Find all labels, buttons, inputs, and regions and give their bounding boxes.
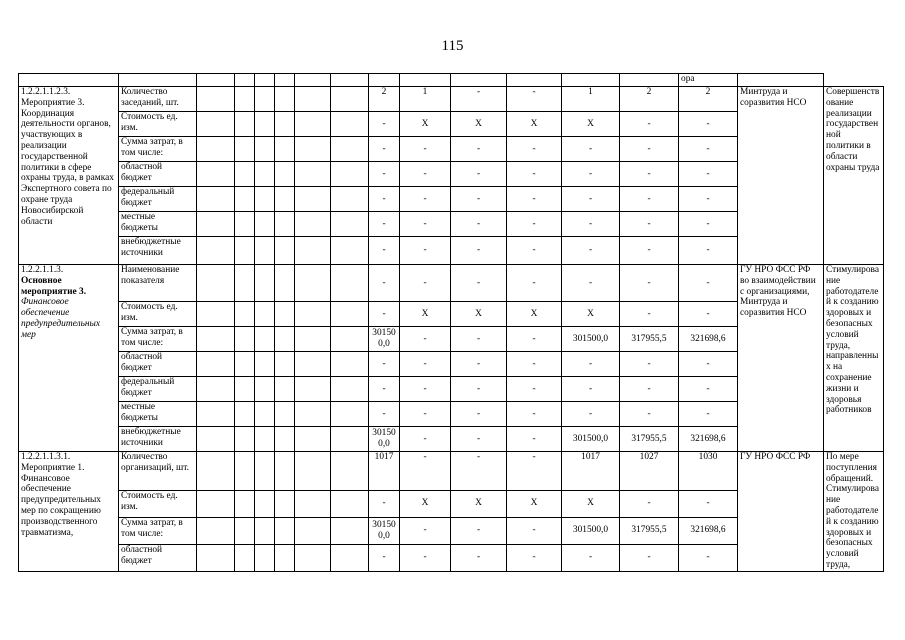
value-cell: 301500,0	[562, 427, 620, 452]
value-cell: 301500,0	[369, 427, 400, 452]
activity-code: 1.2.2.1.1.3.	[21, 265, 64, 275]
empty-cell	[275, 517, 295, 544]
value-cell: -	[679, 137, 738, 162]
value-cell: -	[620, 137, 679, 162]
table-row	[19, 74, 884, 87]
value-cell: -	[451, 544, 507, 571]
value-cell: -	[562, 212, 620, 237]
empty-cell	[295, 517, 331, 544]
value-cell: -	[507, 237, 562, 265]
value-cell: -	[507, 327, 562, 352]
empty-cell	[275, 327, 295, 352]
empty-cell	[235, 402, 255, 427]
empty-cell	[275, 352, 295, 377]
indicator-cell: федеральный бюджет	[119, 187, 197, 212]
value-cell: -	[620, 162, 679, 187]
result-cell: Совершенствование реализации государственной политики в области охраны труда	[824, 87, 884, 265]
empty-cell	[295, 302, 331, 327]
empty-cell	[275, 112, 295, 137]
value-cell: 317955,5	[620, 517, 679, 544]
empty-cell	[295, 402, 331, 427]
indicator-cell: Наименование показателя	[119, 265, 197, 302]
activity-cell	[19, 452, 119, 572]
indicator-cell: Стоимость ед. изм.	[119, 112, 197, 137]
value-cell: -	[451, 427, 507, 452]
value-cell: -	[507, 187, 562, 212]
value-cell: -	[679, 490, 738, 517]
value-cell: -	[400, 427, 451, 452]
value-cell: -	[507, 137, 562, 162]
value-cell: -	[451, 237, 507, 265]
empty-cell	[197, 452, 235, 491]
empty-cell	[197, 327, 235, 352]
value-cell: -	[369, 237, 400, 265]
value-cell: -	[620, 212, 679, 237]
value-cell: -	[562, 402, 620, 427]
table-row	[19, 87, 884, 112]
activity-cell	[19, 87, 119, 265]
empty-cell	[235, 212, 255, 237]
value-cell: -	[369, 352, 400, 377]
value-cell: -	[620, 352, 679, 377]
empty-cell	[235, 427, 255, 452]
empty-cell	[562, 74, 620, 87]
empty-cell	[331, 74, 369, 87]
empty-cell	[275, 137, 295, 162]
value-cell: -	[400, 137, 451, 162]
value-cell: -	[507, 265, 562, 302]
indicator-cell: Сумма затрат, в том числе:	[119, 517, 197, 544]
value-cell: -	[369, 112, 400, 137]
empty-cell	[255, 427, 275, 452]
empty-cell	[255, 452, 275, 491]
empty-cell	[197, 265, 235, 302]
empty-cell	[295, 327, 331, 352]
empty-cell	[255, 302, 275, 327]
empty-cell	[275, 237, 295, 265]
empty-cell	[255, 265, 275, 302]
value-cell: -	[679, 187, 738, 212]
value-cell: -	[400, 162, 451, 187]
activity-title: Мероприятие 3. Координация деятельности органов, участвующих в реализации государственной политики в сфере охраны труда, в рамках Экспертного совета по охране труда Новосибирской области	[21, 97, 114, 227]
empty-cell	[331, 265, 369, 302]
empty-cell	[235, 352, 255, 377]
empty-cell	[235, 237, 255, 265]
value-cell: -	[562, 162, 620, 187]
value-cell: -	[400, 517, 451, 544]
empty-cell	[197, 74, 235, 87]
value-cell: -	[369, 544, 400, 571]
empty-cell	[197, 112, 235, 137]
value-cell: -	[620, 265, 679, 302]
empty-cell	[331, 87, 369, 112]
empty-cell	[331, 212, 369, 237]
value-cell: -	[369, 490, 400, 517]
value-cell: -	[507, 452, 562, 491]
empty-cell	[331, 112, 369, 137]
value-cell: X	[400, 112, 451, 137]
value-cell: -	[400, 377, 451, 402]
empty-cell	[331, 452, 369, 491]
indicator-cell: Сумма затрат, в том числе:	[119, 137, 197, 162]
empty-cell	[197, 544, 235, 571]
value-cell: -	[562, 237, 620, 265]
value-cell: 1	[562, 87, 620, 112]
empty-cell	[197, 137, 235, 162]
value-cell: -	[620, 490, 679, 517]
indicator-cell: Стоимость ед. изм.	[119, 302, 197, 327]
empty-cell	[331, 137, 369, 162]
empty-cell	[295, 377, 331, 402]
empty-cell	[235, 327, 255, 352]
indicator-cell: Количество организаций, шт.	[119, 452, 197, 491]
empty-cell	[620, 74, 679, 87]
value-cell: -	[451, 265, 507, 302]
value-cell: -	[451, 137, 507, 162]
value-cell: -	[451, 162, 507, 187]
empty-cell	[197, 352, 235, 377]
indicator-cell: внебюджетные источники	[119, 237, 197, 265]
empty-cell	[255, 377, 275, 402]
empty-cell	[331, 352, 369, 377]
value-cell: -	[369, 402, 400, 427]
value-cell: X	[507, 490, 562, 517]
value-cell: -	[400, 187, 451, 212]
activity-title-bold: Основное мероприятие 3.	[21, 275, 87, 297]
empty-cell	[255, 137, 275, 162]
empty-cell	[295, 112, 331, 137]
empty-cell	[255, 327, 275, 352]
empty-cell	[331, 402, 369, 427]
empty-cell	[275, 212, 295, 237]
empty-cell	[235, 187, 255, 212]
empty-cell	[255, 112, 275, 137]
empty-cell	[275, 302, 295, 327]
empty-cell	[119, 74, 197, 87]
empty-cell	[197, 302, 235, 327]
value-cell: -	[400, 212, 451, 237]
indicator-cell: областной бюджет	[119, 352, 197, 377]
empty-cell	[255, 74, 275, 87]
empty-cell	[197, 517, 235, 544]
empty-cell	[255, 237, 275, 265]
value-cell: 301500,0	[562, 327, 620, 352]
value-cell: -	[507, 402, 562, 427]
value-cell: -	[400, 402, 451, 427]
value-cell: -	[679, 162, 738, 187]
empty-cell	[275, 452, 295, 491]
value-cell: 321698,6	[679, 427, 738, 452]
empty-cell	[275, 74, 295, 87]
indicator-cell: областной бюджет	[119, 544, 197, 571]
empty-cell	[235, 265, 255, 302]
value-cell: -	[400, 265, 451, 302]
empty-cell	[275, 544, 295, 571]
value-cell: -	[679, 544, 738, 571]
activity-code: 1.2.2.1.1.3.1.	[21, 452, 71, 462]
empty-cell	[275, 490, 295, 517]
value-cell: -	[679, 302, 738, 327]
empty-cell	[295, 162, 331, 187]
value-cell: -	[562, 377, 620, 402]
empty-cell	[235, 87, 255, 112]
value-cell: -	[620, 112, 679, 137]
value-cell: -	[620, 377, 679, 402]
value-cell: -	[620, 187, 679, 212]
activity-title-italic: Финансовое обеспечение предупредительных мер	[21, 297, 101, 340]
responsible-cell: ГУ НРО ФСС РФ	[738, 452, 824, 572]
value-cell: -	[679, 352, 738, 377]
empty-cell	[197, 377, 235, 402]
indicator-cell: Количество заседаний, шт.	[119, 87, 197, 112]
value-cell: X	[562, 302, 620, 327]
empty-cell	[331, 544, 369, 571]
empty-cell	[275, 162, 295, 187]
empty-cell	[331, 517, 369, 544]
value-cell: -	[620, 402, 679, 427]
value-cell: -	[400, 237, 451, 265]
value-cell: -	[620, 544, 679, 571]
indicator-cell: местные бюджеты	[119, 402, 197, 427]
empty-cell	[295, 352, 331, 377]
value-cell: -	[562, 187, 620, 212]
empty-cell	[197, 212, 235, 237]
empty-cell	[331, 427, 369, 452]
empty-cell	[275, 377, 295, 402]
value-cell: X	[507, 112, 562, 137]
value-cell: -	[507, 377, 562, 402]
empty-cell	[255, 544, 275, 571]
value-cell: -	[562, 265, 620, 302]
value-cell: 301500,0	[562, 517, 620, 544]
value-cell: -	[679, 265, 738, 302]
empty-cell	[235, 377, 255, 402]
empty-cell	[255, 162, 275, 187]
empty-cell	[295, 137, 331, 162]
value-cell: -	[679, 377, 738, 402]
value-cell: -	[369, 137, 400, 162]
empty-cell	[255, 490, 275, 517]
empty-cell	[235, 302, 255, 327]
value-cell: X	[451, 490, 507, 517]
value-cell: -	[451, 327, 507, 352]
empty-cell	[331, 237, 369, 265]
result-cell: Стимулирование работодателей к созданию здоровых и безопасных условий труда, направленных на сохранение жизни и здоровья работников	[824, 265, 884, 452]
empty-cell	[400, 74, 451, 87]
table-row	[19, 265, 884, 302]
empty-cell	[197, 427, 235, 452]
empty-cell	[235, 74, 255, 87]
result-cell: По мере поступления обращений. Стимулирование работодателей к созданию здоровых и безопасных условий труда,	[824, 452, 884, 572]
value-cell: -	[679, 237, 738, 265]
value-cell: -	[451, 212, 507, 237]
value-cell: -	[562, 352, 620, 377]
value-cell: 1	[400, 87, 451, 112]
value-cell: X	[451, 302, 507, 327]
empty-cell	[255, 187, 275, 212]
value-cell: 1030	[679, 452, 738, 491]
empty-cell	[255, 87, 275, 112]
value-cell: -	[400, 352, 451, 377]
empty-cell	[275, 427, 295, 452]
value-cell: -	[679, 212, 738, 237]
value-cell: -	[451, 377, 507, 402]
value-cell: 317955,5	[620, 327, 679, 352]
value-cell: 1027	[620, 452, 679, 491]
value-cell: 321698,6	[679, 327, 738, 352]
value-cell: -	[369, 265, 400, 302]
empty-cell	[235, 162, 255, 187]
value-cell: 1017	[562, 452, 620, 491]
empty-cell	[331, 162, 369, 187]
value-cell: -	[620, 237, 679, 265]
value-cell: X	[400, 490, 451, 517]
value-cell: 317955,5	[620, 427, 679, 452]
empty-cell	[295, 87, 331, 112]
empty-cell	[197, 162, 235, 187]
value-cell: -	[562, 544, 620, 571]
empty-cell	[235, 452, 255, 491]
responsible-cell: ГУ НРО ФСС РФ во взаимодействии с организациями, Минтруда и соразвития НСО	[738, 265, 824, 452]
empty-cell	[197, 490, 235, 517]
empty-cell	[331, 302, 369, 327]
value-cell: -	[451, 517, 507, 544]
responsible-cell: ора	[679, 74, 738, 87]
empty-cell	[255, 402, 275, 427]
empty-cell	[295, 237, 331, 265]
value-cell: X	[451, 112, 507, 137]
empty-cell	[235, 112, 255, 137]
value-cell: -	[507, 212, 562, 237]
page-number: 115	[441, 38, 464, 54]
empty-cell	[255, 352, 275, 377]
activity-title: Мероприятие 1. Финансовое обеспечение предупредительных мер по сокращению производственного травматизма,	[21, 462, 101, 538]
empty-cell	[369, 74, 400, 87]
indicator-cell: Стоимость ед. изм.	[119, 490, 197, 517]
indicator-cell: федеральный бюджет	[119, 377, 197, 402]
empty-cell	[197, 187, 235, 212]
value-cell: -	[369, 187, 400, 212]
value-cell: X	[400, 302, 451, 327]
empty-cell	[295, 265, 331, 302]
value-cell: -	[620, 302, 679, 327]
empty-cell	[275, 87, 295, 112]
empty-cell	[295, 212, 331, 237]
value-cell: -	[451, 87, 507, 112]
responsible-cell: Минтруда и соразвития НСО	[738, 87, 824, 265]
value-cell: X	[562, 490, 620, 517]
empty-cell	[19, 74, 119, 87]
value-cell: -	[451, 187, 507, 212]
empty-cell	[197, 237, 235, 265]
empty-cell	[295, 187, 331, 212]
value-cell: -	[400, 452, 451, 491]
indicator-cell: местные бюджеты	[119, 212, 197, 237]
value-cell: -	[369, 162, 400, 187]
value-cell: -	[400, 327, 451, 352]
value-cell: 301500,0	[369, 517, 400, 544]
empty-cell	[295, 544, 331, 571]
value-cell: -	[562, 137, 620, 162]
empty-cell	[235, 544, 255, 571]
value-cell: 301500,0	[369, 327, 400, 352]
value-cell: X	[562, 112, 620, 137]
value-cell: 321698,6	[679, 517, 738, 544]
empty-cell	[235, 490, 255, 517]
value-cell: -	[507, 517, 562, 544]
value-cell: -	[369, 212, 400, 237]
value-cell: -	[369, 302, 400, 327]
value-cell: 2	[679, 87, 738, 112]
empty-cell	[331, 187, 369, 212]
empty-cell	[295, 74, 331, 87]
value-cell: -	[507, 87, 562, 112]
empty-cell	[738, 74, 824, 87]
empty-cell	[331, 490, 369, 517]
value-cell: -	[507, 352, 562, 377]
empty-cell	[507, 74, 562, 87]
empty-cell	[197, 402, 235, 427]
value-cell: -	[507, 162, 562, 187]
value-cell: -	[679, 402, 738, 427]
empty-cell	[275, 187, 295, 212]
empty-cell	[275, 402, 295, 427]
value-cell: -	[451, 402, 507, 427]
empty-cell	[235, 517, 255, 544]
indicator-cell: Сумма затрат, в том числе:	[119, 327, 197, 352]
activity-cell	[19, 265, 119, 452]
indicator-cell: внебюджетные источники	[119, 427, 197, 452]
table-row	[19, 452, 884, 491]
activity-code: 1.2.2.1.1.2.3.	[21, 87, 71, 97]
program-table	[18, 73, 884, 572]
empty-cell	[275, 265, 295, 302]
value-cell: 2	[620, 87, 679, 112]
empty-cell	[295, 452, 331, 491]
value-cell: -	[507, 544, 562, 571]
value-cell: 2	[369, 87, 400, 112]
empty-cell	[255, 212, 275, 237]
value-cell: -	[369, 377, 400, 402]
empty-cell	[451, 74, 507, 87]
indicator-cell: областной бюджет	[119, 162, 197, 187]
value-cell: -	[507, 427, 562, 452]
empty-cell	[295, 490, 331, 517]
empty-cell	[197, 87, 235, 112]
empty-cell	[331, 327, 369, 352]
value-cell: X	[507, 302, 562, 327]
empty-cell	[331, 377, 369, 402]
value-cell: -	[451, 452, 507, 491]
value-cell: -	[679, 112, 738, 137]
empty-cell	[255, 517, 275, 544]
value-cell: 1017	[369, 452, 400, 491]
empty-cell	[235, 137, 255, 162]
empty-cell	[295, 427, 331, 452]
value-cell: -	[400, 544, 451, 571]
value-cell: -	[451, 352, 507, 377]
